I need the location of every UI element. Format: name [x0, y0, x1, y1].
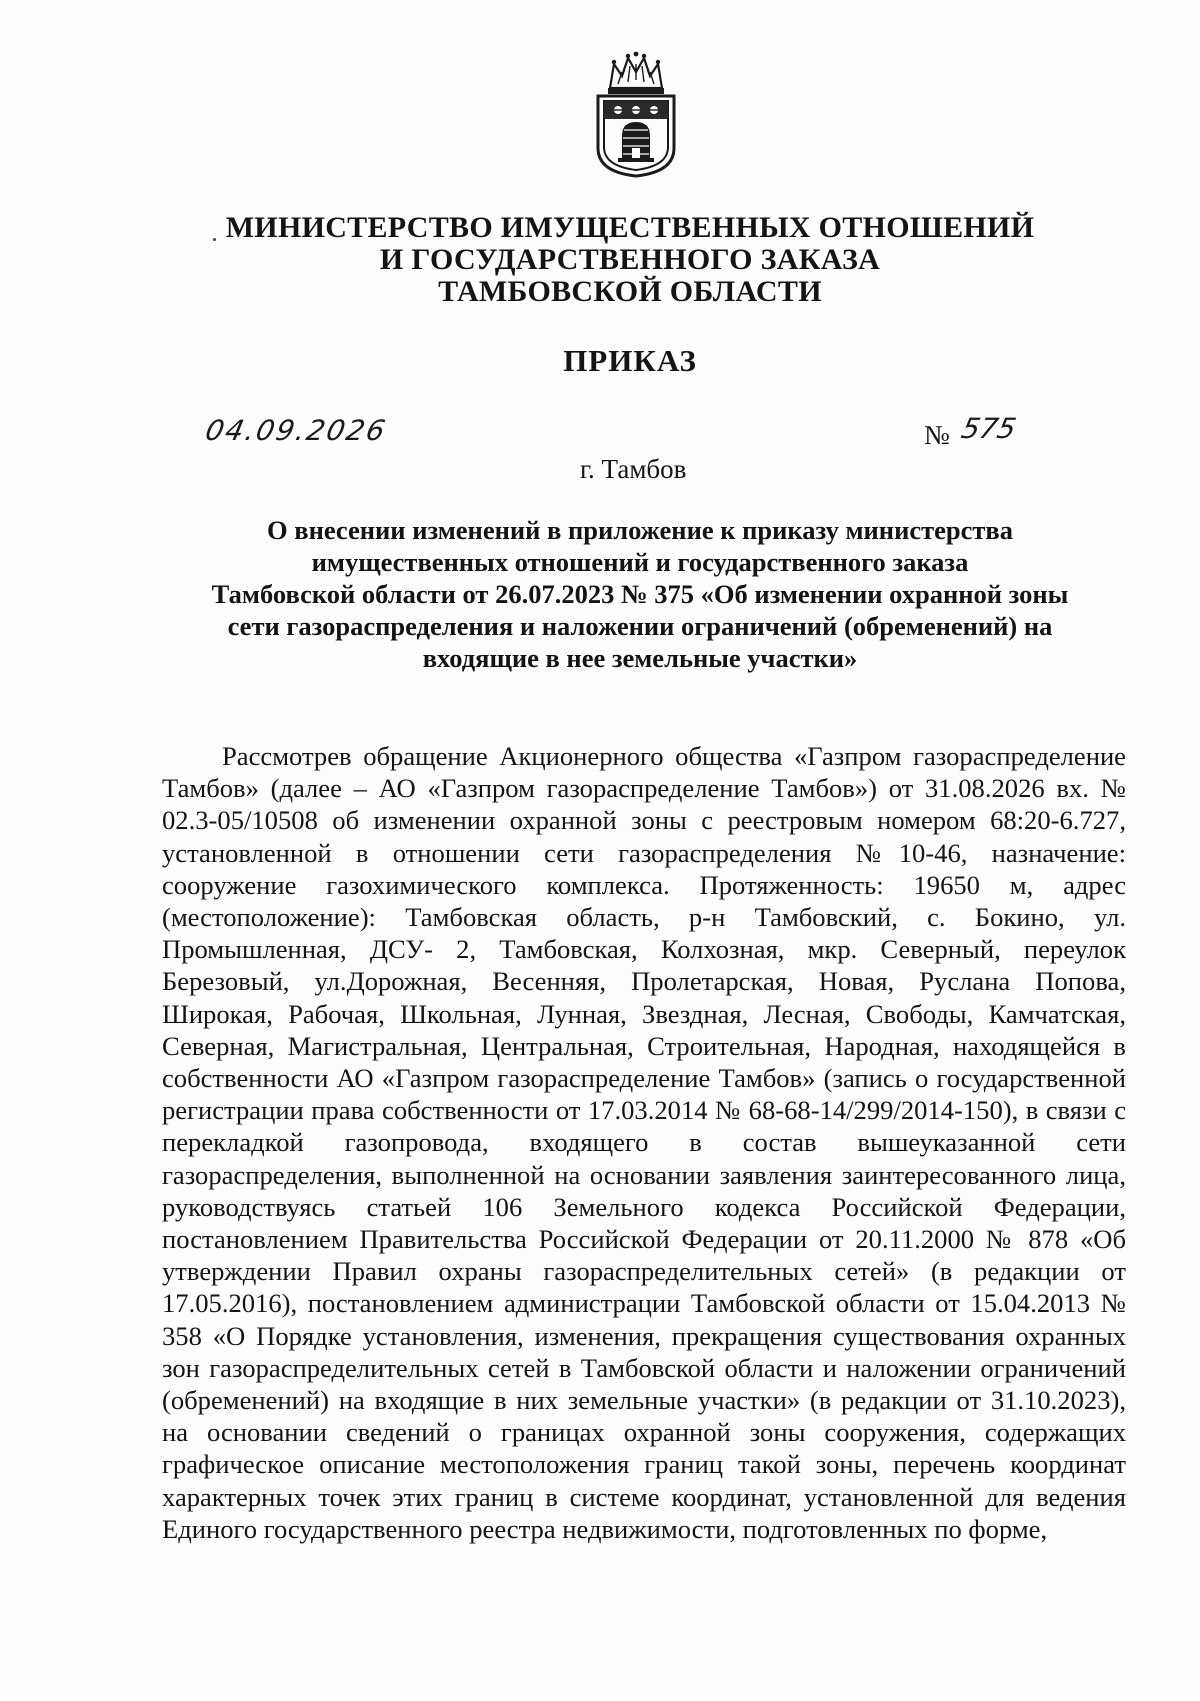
- subject-line: входящие в нее земельные участки»: [422, 643, 858, 673]
- subject-line: Тамбовской области от 26.07.2023 № 375 «Об изменении охранной зоны: [211, 579, 1069, 609]
- subject-line: сети газораспределения и наложении ограничений (обременений) на: [227, 611, 1053, 641]
- order-number-label: №: [924, 420, 950, 450]
- ministry-name: [200, 212, 1060, 308]
- coat-of-arms-icon: [588, 50, 684, 178]
- ministry-line: И ГОСУДАРСТВЕННОГО ЗАКАЗА: [379, 243, 881, 276]
- ministry-line: ТАМБОВСКОЙ ОБЛАСТИ: [438, 275, 822, 308]
- handwritten-date: 04.09.2026: [202, 414, 390, 447]
- body-paragraph: Рассмотрев обращение Акционерного общества «Газпром газораспределение Тамбов» (далее – АО «Газпром газораспределение Тамбов») от 31.08.2026 вх. № 02.3-05/10508 об изменении охранной зоны с реестровым номером 68:20-6.727, установленной в отношении сети газораспределения №10-46, назначение: сооружение газохимического комплекса. Протяженность: 19650 м, адрес (местоположение): Тамбовская область, р-н Тамбовский, с. Бокино, ул. Промышленная, ДСУ- 2, Тамбовская, Колхозная, мкр. Северный, переулок Березовый, ул.Дорожная, Весенняя, Пролетарская, Новая, Руслана Попова, Широкая, Рабочая, Школьная, Лунная, Звездная, Лесная, Свободы, Камчатская, Северная, Магистральная, Центральная, Строительная, Народная, находящейся в собственности АО «Газпром газораспределение Тамбов» (запись о государственной регистрации права собственности от 17.03.2014 № 68-68-14/299/2014-150), в связи с перекладкой газопровода, входящего в состав вышеуказанной сети газораспределения, выполненной на основании заявления заинтересованного лица, руководствуясь статьей 106 Земельного кодекса Российской Федерации, постановлением Правительства Российской Федерации от 20.11.2000 № 878 «Об утверждении Правил охраны газораспределительных сетей» (в редакции от 17.05.2016), постановлением администрации Тамбовской области от 15.04.2013 № 358 «О Порядке установления, изменения, прекращения существования охранных зон газораспределительных сетей в Тамбовской области и наложении ограничений (обременений) на входящие в них земельные участки» (в редакции от 31.10.2023), на основании сведений о границах охранной зоны сооружения, содержащих графическое описание местоположения границ такой зоны, перечень координат характерных точек этих границ в системе координат, установленной для ведения Единого государственного реестра недвижимости, подготовленных по форме,: [162, 741, 1126, 1544]
- handwritten-order-number: 575: [958, 412, 1019, 445]
- order-subject: [170, 514, 1110, 674]
- document-type-title: ПРИКАЗ: [563, 343, 697, 378]
- subject-line: О внесении изменений в приложение к приказу министерства: [267, 515, 1013, 545]
- city: г. Тамбов: [580, 454, 687, 484]
- ministry-line: МИНИСТЕРСТВО ИМУЩЕСТВЕННЫХ ОТНОШЕНИЙ: [225, 211, 1035, 244]
- subject-line: имущественных отношений и государственного заказа: [311, 547, 969, 577]
